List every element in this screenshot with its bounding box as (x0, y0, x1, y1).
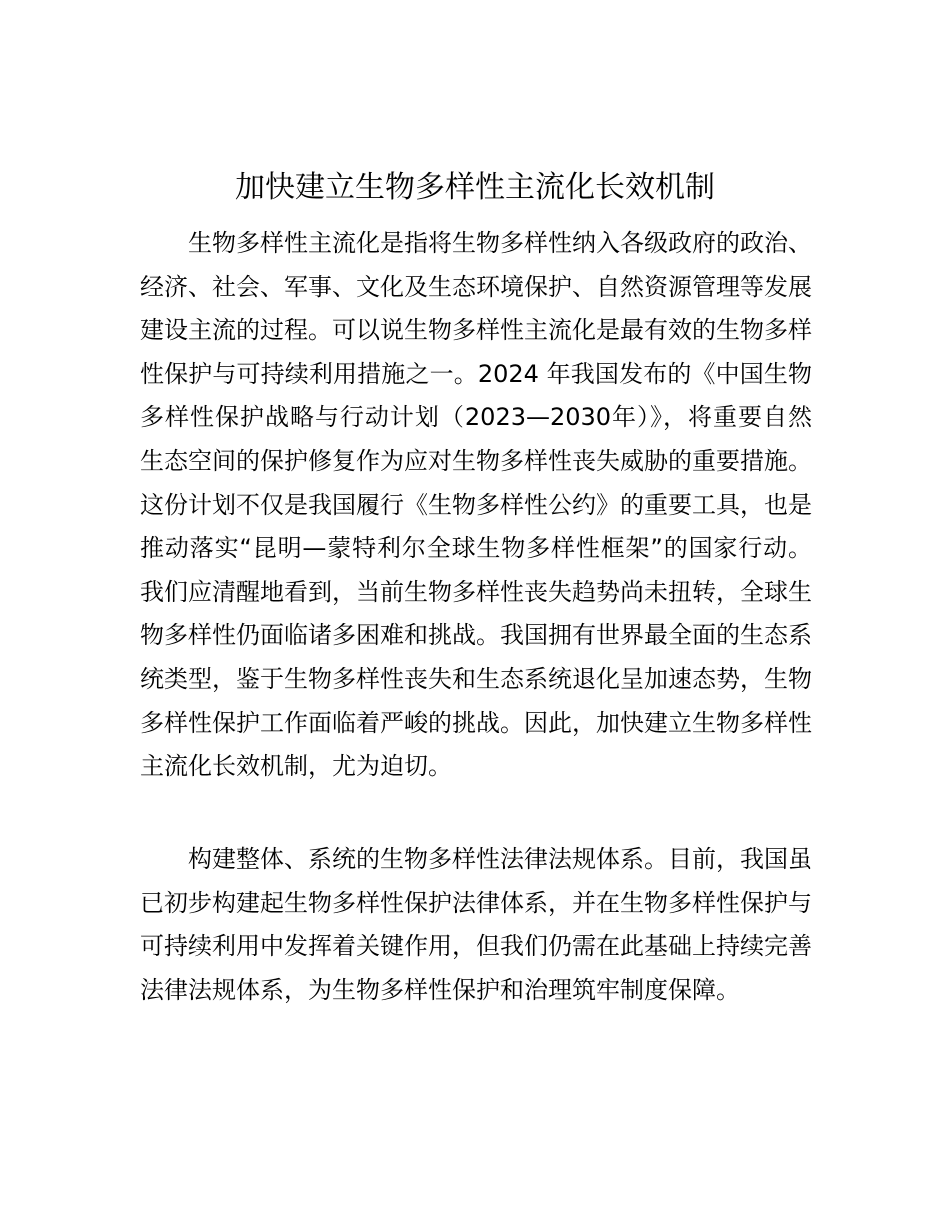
article-title: 加快建立生物多样性主流化长效机制 (235, 170, 715, 205)
paragraph-intro: 生物多样性主流化是指将生物多样性纳入各级政府的政治、经济、社会、军事、文化及生态环境保护、自然资源管理等发展建设主流的过程。可以说生物多样性主流化是最有效的生物多样性保护与可持续利用措施之一。2024 年我国发布的《中国生物多样性保护战略与行动计划（2023—2030年）》，将重要自然生态空间的保护修复作为应对生物多样性丧失威胁的重要措施。这份计划不仅是我国履行《生物多样性公约》的重要工具，也是推动落实“昆明—蒙特利尔全球生物多样性框架”的国家行动。我们应清醒地看到，当前生物多样性丧失趋势尚未扭转，全球生物多样性仍面临诸多困难和挑战。我国拥有世界最全面的生态系统类型，鉴于生物多样性丧失和生态系统退化呈加速态势，生物多样性保护工作面临着严峻的挑战。因此，加快建立生物多样性主流化长效机制，尤为迫切。 (140, 229, 812, 781)
paragraph-legal-system: 构建整体、系统的生物多样性法律法规体系。目前，我国虽已初步构建起生物多样性保护法律体系，并在生物多样性保护与可持续利用中发挥着关键作用，但我们仍需在此基础上持续完善法律法规体系，为生物多样性保护和治理筑牢制度保障。 (140, 845, 812, 1004)
